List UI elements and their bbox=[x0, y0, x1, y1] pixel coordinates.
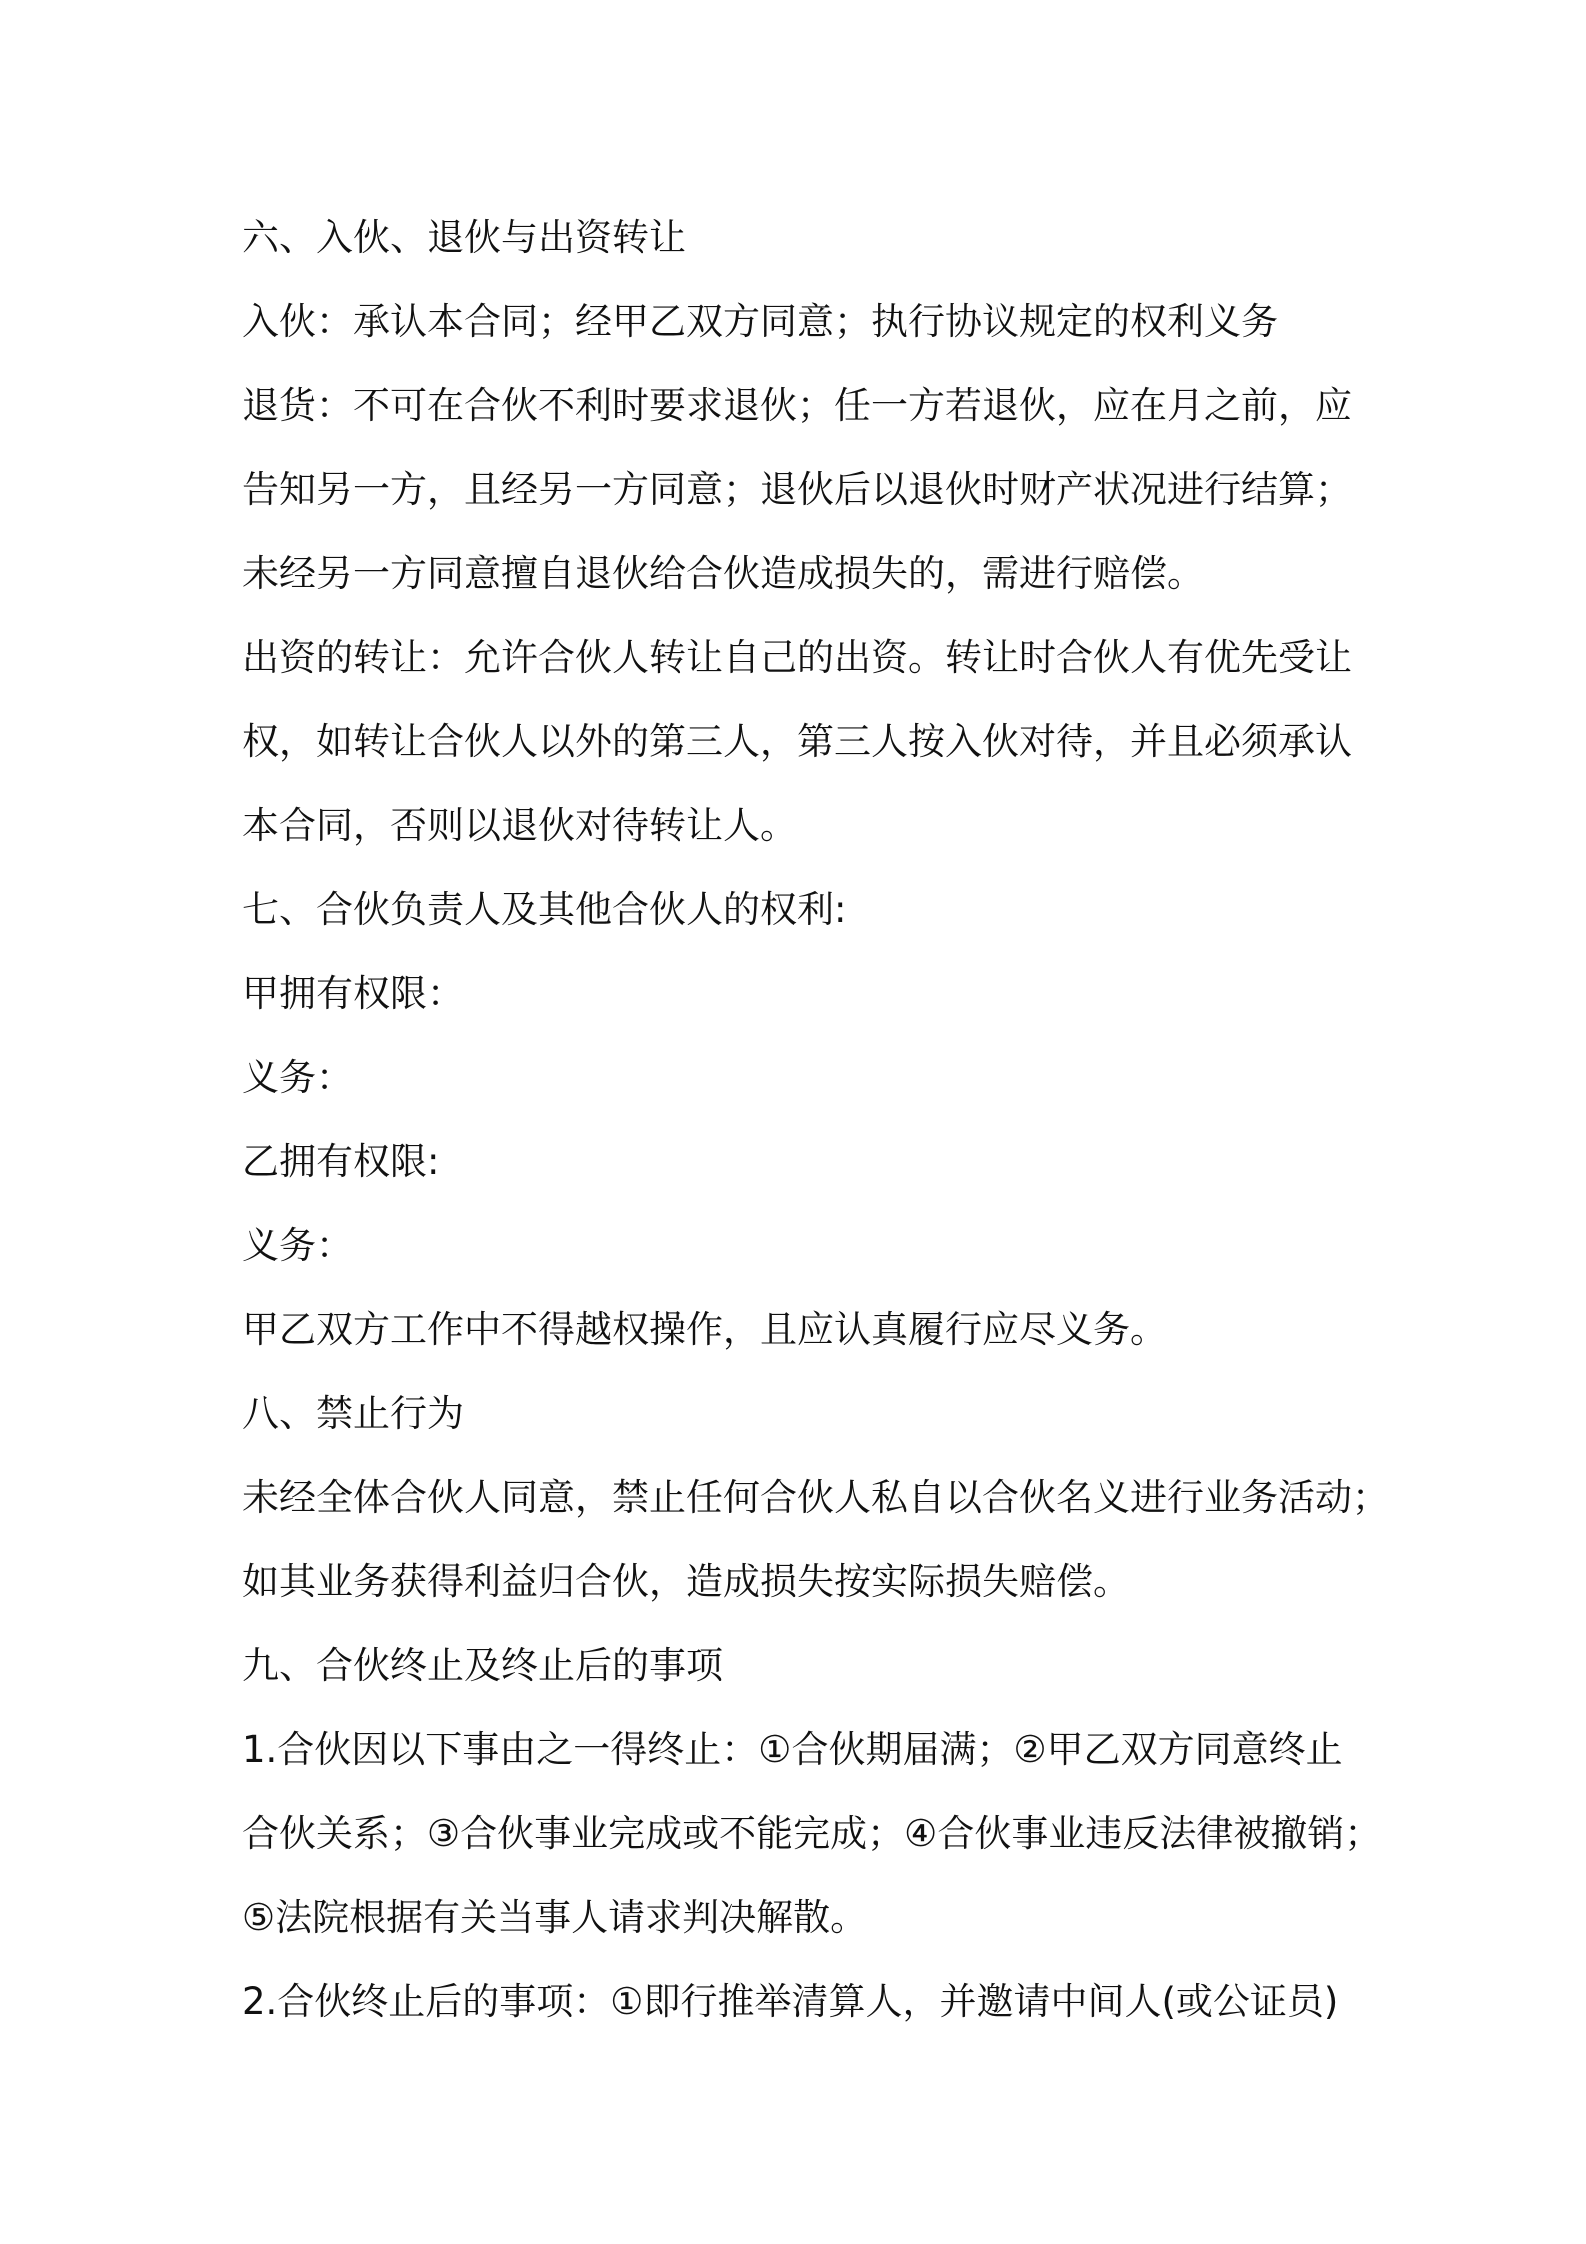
section-heading-7: 七、合伙负责人及其他合伙人的权利: bbox=[242, 888, 847, 931]
section-heading-6: 六、入伙、退伙与出资转让 bbox=[242, 216, 686, 259]
text-line: 未经全体合伙人同意，禁止任何合伙人私自以合伙名义进行业务活动； bbox=[242, 1476, 1389, 1519]
text-line: 甲乙双方工作中不得越权操作，且应认真履行应尽义务。 bbox=[242, 1308, 1167, 1351]
text-line: 乙拥有权限: bbox=[242, 1140, 440, 1183]
text-line: 权，如转让合伙人以外的第三人，第三人按入伙对待，并且必须承认 bbox=[242, 720, 1352, 763]
text-line: 本合同，否则以退伙对待转让人。 bbox=[242, 804, 797, 847]
text-line: 甲拥有权限： bbox=[242, 972, 464, 1015]
text-line: 出资的转让：允许合伙人转让自己的出资。转让时合伙人有优先受让 bbox=[242, 636, 1352, 679]
section-heading-8: 八、禁止行为 bbox=[242, 1392, 464, 1435]
text-line: 告知另一方，且经另一方同意；退伙后以退伙时财产状况进行结算； bbox=[242, 468, 1352, 511]
text-line: 退货：不可在合伙不利时要求退伙；任一方若退伙，应在月之前，应 bbox=[242, 384, 1352, 427]
text-line: 如其业务获得利益归合伙，造成损失按实际损失赔偿。 bbox=[242, 1560, 1130, 1603]
document-body bbox=[242, 196, 1389, 2044]
text-line: 义务： bbox=[242, 1056, 353, 1099]
section-heading-9: 九、合伙终止及终止后的事项 bbox=[242, 1644, 723, 1687]
text-line: 入伙：承认本合同；经甲乙双方同意；执行协议规定的权利义务 bbox=[242, 300, 1278, 343]
text-line: 2.合伙终止后的事项：①即行推举清算人，并邀请中间人(或公证员) bbox=[242, 1980, 1339, 2023]
text-line: 义务： bbox=[242, 1224, 353, 1267]
text-line: 未经另一方同意擅自退伙给合伙造成损失的，需进行赔偿。 bbox=[242, 552, 1204, 595]
text-line: 1.合伙因以下事由之一得终止：①合伙期届满；②甲乙双方同意终止 bbox=[242, 1728, 1343, 1771]
text-line: 合伙关系；③合伙事业完成或不能完成；④合伙事业违反法律被撤销； bbox=[242, 1812, 1382, 1855]
text-line: ⑤法院根据有关当事人请求判决解散。 bbox=[242, 1896, 868, 1939]
